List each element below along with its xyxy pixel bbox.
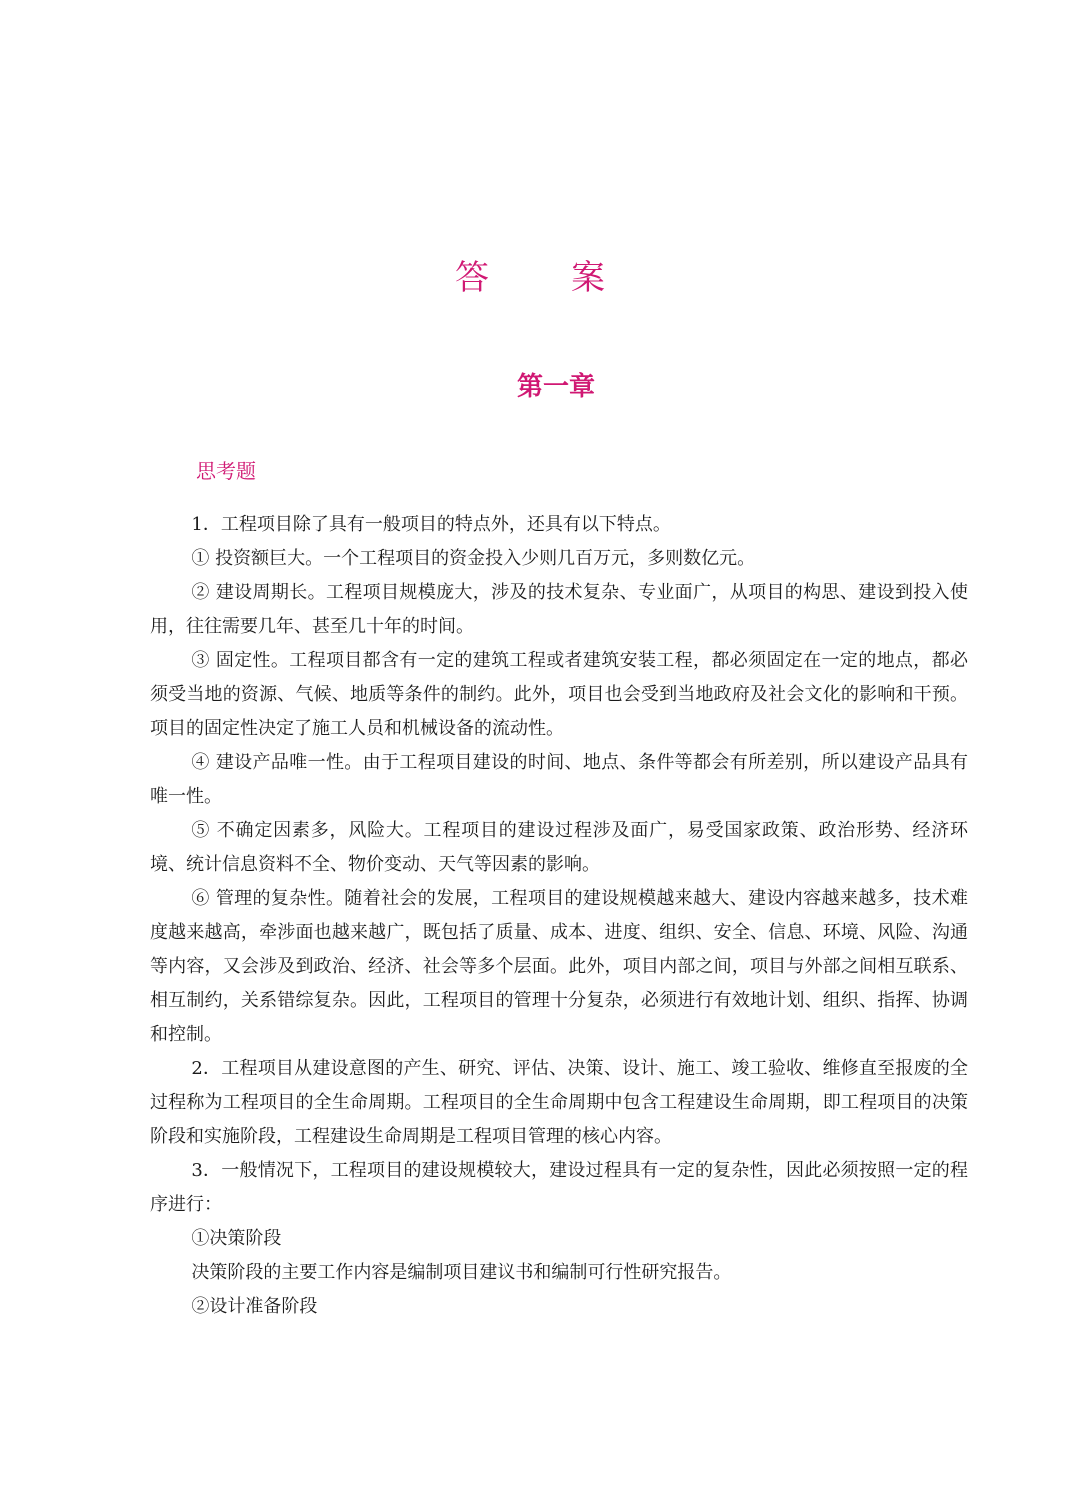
section-heading: 思考题 [196,459,256,483]
paragraph: 决策阶段的主要工作内容是编制项目建议书和编制可行性研究报告。 [191,1262,732,1283]
paragraph: ② 建设周期长。工程项目规模庞大，涉及的技术复杂、专业面广，从项目的构思、建设到投入使用，往往需要几年、甚至几十年的时间。 [150,582,968,637]
paragraph: ④ 建设产品唯一性。由于工程项目建设的时间、地点、条件等都会有所差别，所以建设产品具有唯一性。 [150,752,968,807]
paragraph: 2．工程项目从建设意图的产生、研究、评估、决策、设计、施工、竣工验收、维修直至报废的全过程称为工程项目的全生命周期。工程项目的全生命周期中包含工程建设生命周期，即工程项目的决策阶段和实施阶段，工程建设生命周期是工程项目管理的核心内容。 [150,1058,968,1147]
answer-body [150,508,968,1324]
paragraph: 3．一般情况下，工程项目的建设规模较大，建设过程具有一定的复杂性，因此必须按照一定的程序进行： [150,1160,968,1215]
paragraph: ① 投资额巨大。一个工程项目的资金投入少则几百万元，多则数亿元。 [191,548,756,569]
page-title: 答 案 [455,258,629,298]
chapter-heading: 第一章 [516,372,595,402]
paragraph: ⑥ 管理的复杂性。随着社会的发展，工程项目的建设规模越来越大、建设内容越来越多，技术难度越来越高，牵涉面也越来越广，既包括了质量、成本、进度、组织、安全、信息、环境、风险、沟通等内容，又会涉及到政治、经济、社会等多个层面。此外，项目内部之间，项目与外部之间相互联系、相互制约，关系错综复杂。因此，工程项目的管理十分复杂，必须进行有效地计划、组织、指挥、协调和控制。 [150,888,968,1045]
paragraph: 1．工程项目除了具有一般项目的特点外，还具有以下特点。 [191,514,671,535]
paragraph: ②设计准备阶段 [191,1296,318,1317]
paragraph: ①决策阶段 [191,1228,282,1249]
paragraph: ③ 固定性。工程项目都含有一定的建筑工程或者建筑安装工程，都必须固定在一定的地点，都必须受当地的资源、气候、地质等条件的制约。此外，项目也会受到当地政府及社会文化的影响和干预。项目的固定性决定了施工人员和机械设备的流动性。 [150,650,968,739]
paragraph: ⑤ 不确定因素多，风险大。工程项目的建设过程涉及面广，易受国家政策、政治形势、经济环境、统计信息资料不全、物价变动、天气等因素的影响。 [150,820,968,875]
